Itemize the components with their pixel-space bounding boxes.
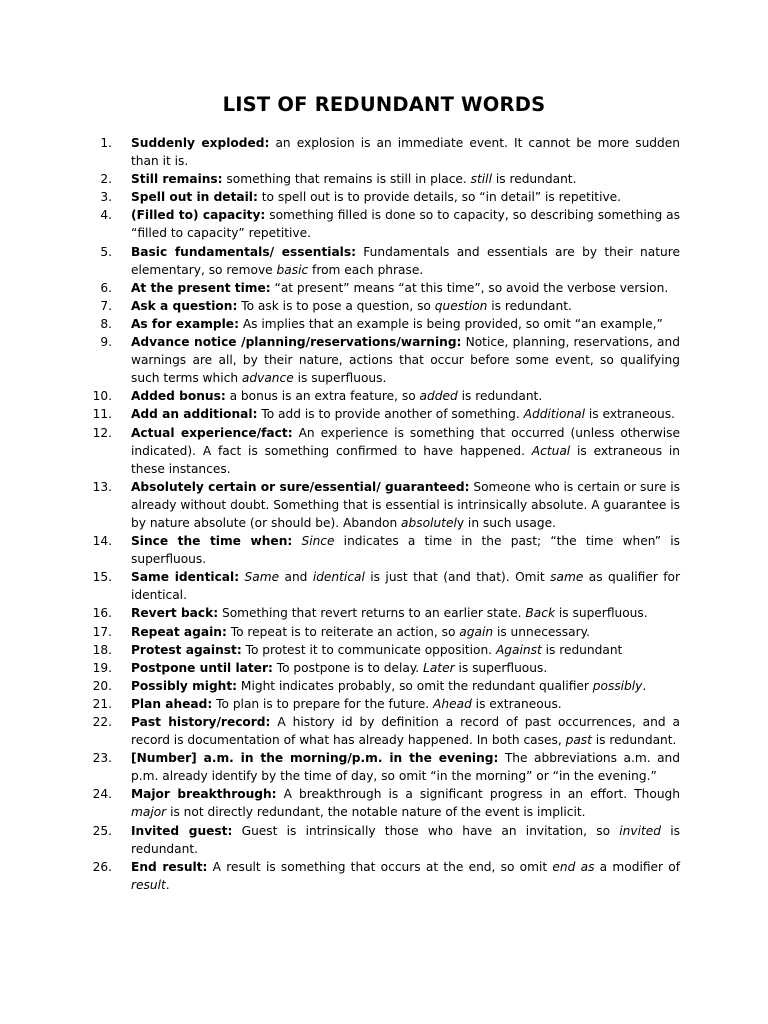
item-number: 11. — [92, 407, 112, 422]
item-number: 6. — [100, 280, 112, 295]
list-item — [62, 677, 680, 695]
explanation-text: something that remains is still in place. — [222, 172, 471, 187]
emphasized-word: identical — [312, 570, 365, 585]
item-text — [131, 424, 680, 478]
item-number: 26. — [92, 859, 112, 874]
item-text — [131, 188, 680, 206]
item-number: 10. — [92, 389, 112, 404]
emphasized-word: Back — [525, 606, 556, 621]
explanation-text: is redundant. — [487, 298, 572, 313]
emphasized-word: possibly — [592, 678, 643, 693]
item-text — [131, 405, 680, 423]
redundant-phrase: Advance notice /planning/reservations/warning: — [131, 335, 462, 350]
list-item — [62, 188, 680, 206]
item-number: 4. — [100, 208, 112, 223]
item-text — [131, 822, 680, 858]
explanation-text: is not directly redundant, the notable nature of the event is implicit. — [166, 805, 586, 820]
list-item — [62, 387, 680, 405]
list-item — [62, 858, 680, 894]
explanation-text: is unnecessary. — [493, 624, 590, 639]
list-item — [62, 568, 680, 604]
emphasized-word: Same — [244, 570, 280, 585]
explanation-text: To repeat is to reiterate an action, so — [226, 624, 460, 639]
explanation-text: To protest it to communicate opposition. — [241, 642, 496, 657]
list-item — [62, 713, 680, 749]
redundant-phrase: (Filled to) capacity: — [131, 208, 266, 223]
item-number: 15. — [92, 570, 112, 585]
item-number: 23. — [92, 751, 112, 766]
item-number: 20. — [92, 678, 112, 693]
explanation-text: Might indicates probably, so omit the redundant qualifier — [237, 678, 593, 693]
redundant-phrase: As for example: — [131, 316, 239, 331]
explanation-text: is extraneous in these instances. — [131, 443, 680, 476]
explanation-text: y in such usage. — [456, 515, 556, 530]
explanation-text: indicates a time in the past; “the time when” is superfluous. — [131, 534, 681, 567]
emphasized-word: absolutel — [401, 515, 457, 530]
item-text — [131, 641, 680, 659]
redundant-phrase: Added bonus: — [131, 389, 226, 404]
list-item — [62, 659, 680, 677]
emphasized-word: Against — [495, 642, 542, 657]
item-text — [131, 604, 680, 622]
redundant-phrase: Invited guest: — [131, 823, 233, 838]
redundant-phrase: Since the time when: — [131, 534, 293, 549]
redundant-phrase: Postpone until later: — [131, 660, 273, 675]
list-item — [62, 822, 680, 858]
explanation-text: Guest is intrinsically those who have an invitation, so — [232, 823, 620, 838]
list-item — [62, 279, 680, 297]
item-text — [131, 134, 680, 170]
explanation-text: is redundant. — [491, 172, 577, 187]
explanation-text: a bonus is an extra feature, so — [225, 389, 420, 404]
emphasized-word: Actual — [531, 443, 571, 458]
list-item — [62, 785, 680, 821]
item-number: 25. — [92, 823, 112, 838]
item-number: 19. — [92, 660, 112, 675]
item-text — [131, 695, 680, 713]
emphasized-word: end as — [552, 859, 595, 874]
emphasized-word: added — [419, 389, 458, 404]
list-item — [62, 424, 680, 478]
emphasized-word: same — [550, 570, 584, 585]
explanation-text: To postpone is to delay. — [272, 660, 424, 675]
list-item — [62, 243, 680, 279]
list-item — [62, 297, 680, 315]
item-text — [131, 243, 680, 279]
emphasized-word: major — [131, 805, 167, 820]
explanation-text: is redundant — [541, 642, 623, 657]
item-text — [131, 858, 680, 894]
list-item — [62, 532, 680, 568]
list-item — [62, 405, 680, 423]
redundant-phrase: Absolutely certain or sure/essential/ guaranteed: — [131, 479, 470, 494]
explanation-text: and — [279, 570, 313, 585]
item-text — [131, 206, 680, 242]
item-text — [131, 623, 680, 641]
item-text — [131, 713, 680, 749]
item-text — [131, 659, 680, 677]
item-text — [131, 315, 680, 333]
item-text — [131, 785, 680, 821]
redundant-phrase: Past history/record: — [131, 715, 271, 729]
explanation-text: Fundamentals and essentials are by their nature elementary, so remove — [131, 244, 680, 277]
emphasized-word: Later — [423, 660, 455, 675]
emphasized-word: basic — [276, 262, 309, 277]
explanation-text: The abbreviations a.m. and p.m. already identify by the time of day, so omit “in the morning” or “in the evening.” — [131, 751, 681, 784]
redundant-phrase: Actual experience/fact: — [131, 425, 293, 440]
explanation-text: As implies that an example is being provided, so omit “an example,” — [238, 316, 663, 331]
emphasized-word: question — [434, 298, 488, 313]
list-item — [62, 315, 680, 333]
emphasized-word: result — [131, 877, 166, 892]
item-number: 7. — [100, 298, 112, 313]
item-number: 9. — [100, 335, 112, 350]
item-text — [131, 333, 680, 387]
explanation-text: from each phrase. — [308, 262, 424, 277]
list-item — [62, 134, 680, 170]
item-text — [131, 677, 680, 695]
item-number: 22. — [92, 715, 112, 729]
explanation-text: A history id by definition a record of past occurrences, and a record is documentation of what has already happened. In both cases, — [131, 715, 680, 748]
redundant-phrase: Still remains: — [131, 172, 223, 187]
explanation-text: Notice, planning, reservations, and warnings are all, by their nature, actions that occur before some event, so qualifying such terms which — [131, 335, 680, 386]
explanation-text: is superfluous. — [454, 660, 548, 675]
explanation-text: is redundant. — [457, 389, 543, 404]
emphasized-word: Additional — [523, 407, 586, 422]
item-text — [131, 297, 680, 315]
item-text — [131, 568, 680, 604]
emphasized-word: invited — [619, 823, 662, 838]
item-text — [131, 170, 680, 188]
list-item — [62, 623, 680, 641]
explanation-text: A result is something that occurs at the end, so omit — [207, 859, 553, 874]
explanation-text: something filled is done so to capacity, so describing something as “filled to capacity” repetitive. — [131, 208, 680, 241]
item-number: 8. — [100, 316, 112, 331]
item-text — [131, 279, 680, 297]
redundant-phrase: Spell out in detail: — [131, 190, 258, 205]
list-item — [62, 206, 680, 242]
list-item — [62, 749, 680, 785]
item-number: 2. — [100, 172, 112, 187]
redundant-phrase: End result: — [131, 859, 208, 874]
redundant-phrase: At the present time: — [131, 280, 271, 295]
redundant-phrase: [Number] a.m. in the morning/p.m. in the evening: — [131, 751, 499, 766]
list-item — [62, 170, 680, 188]
emphasized-word: again — [459, 624, 494, 639]
list-item — [62, 695, 680, 713]
explanation-text: is just that (and that). Omit — [364, 570, 551, 585]
item-text — [131, 532, 680, 568]
item-number: 17. — [92, 624, 112, 639]
redundant-phrase: Repeat again: — [131, 624, 227, 639]
explanation-text: . — [165, 877, 170, 892]
explanation-text: Something that revert returns to an earlier state. — [218, 606, 526, 621]
list-item — [62, 604, 680, 622]
redundant-phrase: Same identical: — [131, 570, 240, 585]
explanation-text: is superfluous. — [293, 371, 387, 386]
item-number: 3. — [100, 190, 112, 205]
redundant-phrase: Basic fundamentals/ essentials: — [131, 244, 356, 259]
item-text — [131, 478, 680, 532]
item-number: 13. — [92, 479, 112, 494]
emphasized-word: still — [470, 172, 492, 187]
redundant-phrase: Add an additional: — [131, 407, 258, 422]
explanation-text: “at present” means “at this time”, so avoid the verbose version. — [270, 280, 669, 295]
explanation-text: is extraneous. — [471, 696, 562, 711]
emphasized-word: past — [565, 733, 592, 748]
item-number: 21. — [92, 696, 112, 711]
redundant-words-list — [62, 134, 680, 894]
explanation-text: a modifier of — [594, 859, 680, 874]
item-number: 14. — [92, 534, 112, 549]
redundant-phrase: Possibly might: — [131, 678, 238, 693]
explanation-text: Someone who is certain or sure is already without doubt. Something that is essential is intrinsically absolute. A guarantee is by nature absolute (or should be). Abandon — [131, 479, 680, 530]
explanation-text: is redundant. — [131, 823, 680, 856]
item-number: 12. — [92, 425, 112, 440]
explanation-text: an explosion is an immediate event. It cannot be more sudden than it is. — [131, 136, 681, 169]
item-number: 1. — [100, 136, 112, 150]
list-item — [62, 478, 680, 532]
explanation-text: . — [642, 678, 647, 693]
redundant-phrase: Ask a question: — [131, 298, 238, 313]
redundant-phrase: Major breakthrough: — [131, 787, 277, 802]
redundant-phrase: Suddenly exploded: — [131, 136, 270, 150]
explanation-text: To add is to provide another of something. — [257, 407, 524, 422]
page-title: LIST OF REDUNDANT WORDS — [222, 93, 546, 116]
explanation-text: is superfluous. — [555, 606, 648, 621]
emphasized-word: Since — [301, 534, 335, 549]
explanation-text: To ask is to pose a question, so — [237, 298, 435, 313]
list-item — [62, 641, 680, 659]
item-number: 18. — [92, 642, 112, 657]
item-number: 5. — [100, 244, 112, 259]
emphasized-word: advance — [241, 371, 294, 386]
explanation-text: as qualifier for identical. — [131, 570, 680, 603]
list-item — [62, 333, 680, 387]
redundant-phrase: Protest against: — [131, 642, 242, 657]
redundant-phrase: Plan ahead: — [131, 696, 213, 711]
explanation-text: A breakthrough is a significant progress in an effort. Though — [276, 787, 681, 802]
item-text — [131, 387, 680, 405]
explanation-text: An experience is something that occurred (unless otherwise indicated). A fact is something confirmed to have happened. — [131, 425, 680, 458]
explanation-text: to spell out is to provide details, so “in detail” is repetitive. — [257, 190, 622, 205]
explanation-text: is extraneous. — [585, 407, 675, 422]
emphasized-word: Ahead — [433, 696, 472, 711]
explanation-text: is redundant. — [591, 733, 677, 748]
redundant-phrase: Revert back: — [131, 606, 219, 621]
item-text — [131, 749, 680, 785]
item-number: 24. — [92, 787, 112, 802]
explanation-text: To plan is to prepare for the future. — [212, 696, 434, 711]
item-number: 16. — [92, 606, 112, 621]
